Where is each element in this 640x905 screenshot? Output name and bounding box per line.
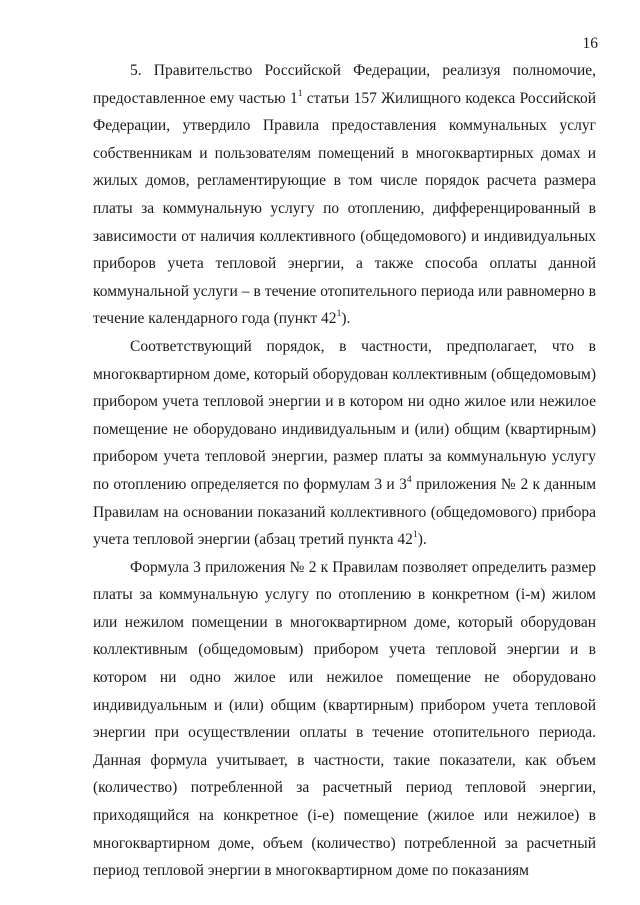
superscript: 1 — [336, 309, 342, 320]
paragraph-text: статьи 157 Жилищного кодекса Российской Федерации, утвердило Правила предоставления коммунальных услуг собственникам и пользователям помещений в многоквартирных домах и жилых домов, регламентирующие в том числе порядок расчета размера платы за коммунальную услугу по отоплению, дифференцированный в зависимости от наличия коллективного (общедомового) и индивидуальных приборов учета тепловой энергии, а также способа оплаты данной коммунальной услуги – в течение отопительного периода или равномерно в течение календарного года (пункт 42 — [93, 89, 596, 328]
paragraph-2 — [93, 333, 596, 554]
document-body — [93, 57, 596, 885]
paragraph-text: ). — [341, 310, 351, 328]
superscript: 4 — [406, 474, 412, 485]
paragraph-1 — [93, 57, 596, 333]
paragraph-3 — [93, 554, 596, 885]
paragraph-text: приложения № 2 к данным Правилам на основании показаний коллективного (общедомового) прибора учета тепловой энергии (абзац третий пункта 42 — [93, 475, 597, 549]
superscript: 1 — [412, 530, 418, 541]
paragraph-text: ). — [417, 531, 427, 549]
superscript: 1 — [297, 88, 303, 99]
paragraph-text: Соответствующий порядок, в частности, предполагает, что в многоквартирном доме, который оборудован коллективным (общедомовым) прибором учета тепловой энергии и в котором ни одно жилое или нежилое помещение не оборудовано индивидуальным и (или) общим (квартирным) прибором учета тепловой энергии, размер платы за коммунальную услугу по отоплению определяется по формулам 3 и 3 — [93, 337, 596, 493]
page-number: 16 — [582, 35, 598, 52]
paragraph-text: Формула 3 приложения № 2 к Правилам позволяет определить размер платы за коммунальную услугу по отоплению в конкретном (i-м) жилом или нежилом помещении в многоквартирном доме, который оборудован коллективным (общедомовым) прибором учета тепловой энергии и в котором ни одно жилое или нежилое помещение не оборудовано индивидуальным и (или) общим (квартирным) прибором учета тепловой энергии при осуществлении оплаты в течение отопительного периода. Данная формула учитывает, в частности, такие показатели, как объем (количество) потребленной за расчетный период тепловой энергии, приходящийся на конкретное (i-е) помещение (жилое или нежилое) в многоквартирном доме, объем (количество) потребленной за расчетный период тепловой энергии в многоквартирном доме по показаниям — [93, 558, 596, 880]
paragraph-text: 5. Правительство Российской Федерации, реализуя полномочие, предоставленное ему частью 1 — [93, 62, 596, 107]
